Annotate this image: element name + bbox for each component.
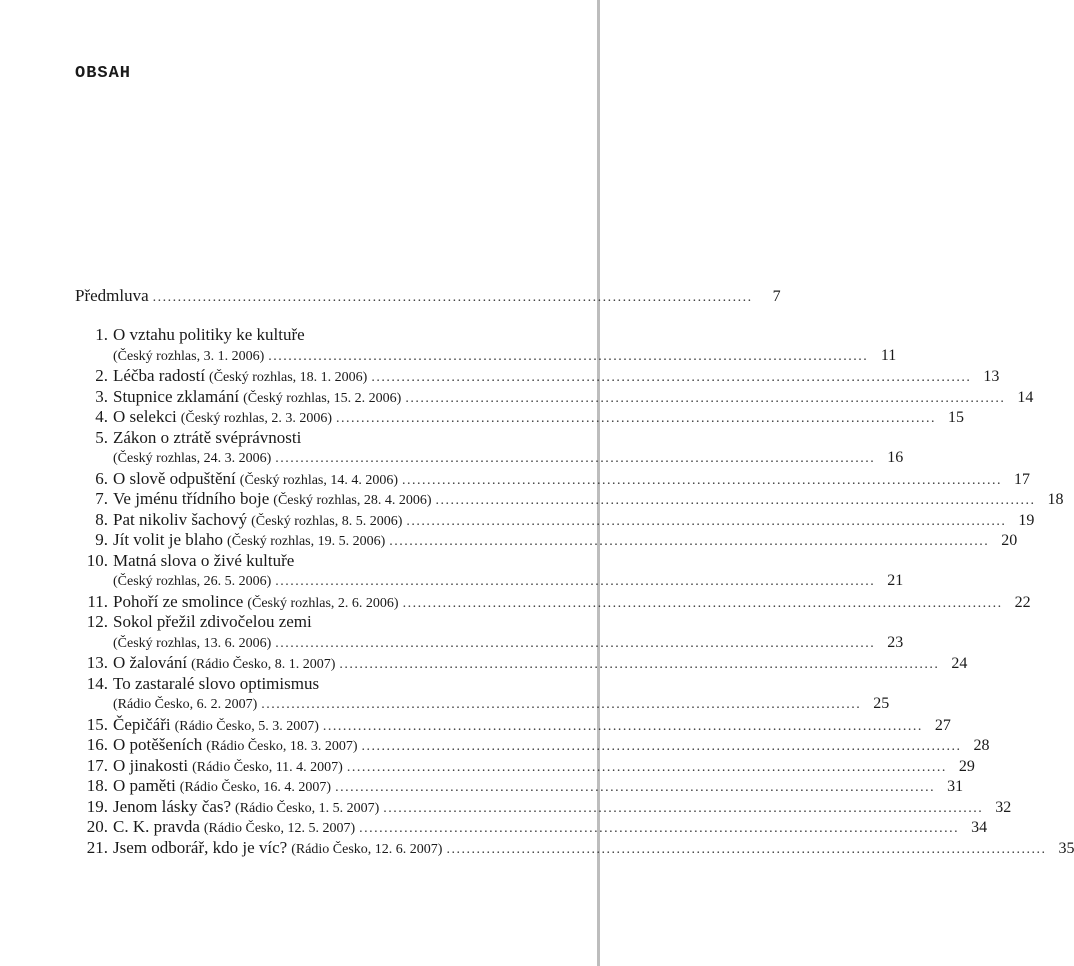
entry-source: (Rádio Česko, 1. 5. 2007) (235, 800, 380, 816)
entry-source: (Rádio Česko, 5. 3. 2007) (174, 718, 319, 734)
page-number: 22 (1014, 593, 1031, 611)
dot-leader: ........................................................................................................................ (371, 370, 972, 385)
dot-leader: ........................................................................................................................ (261, 697, 862, 712)
dot-leader: ........................................................................................................................ (389, 534, 990, 549)
toc-entry (75, 837, 1074, 858)
entry-source: (Rádio Česko, 18. 3. 2007) (206, 739, 358, 754)
toc-entry (75, 776, 964, 796)
entry-number: 19. (86, 796, 108, 816)
entry-title: O potěšeních (113, 735, 203, 754)
dot-leader: ........................................................................................................................ (446, 841, 1047, 857)
dot-leader: ........................................................................................................................ (322, 718, 923, 734)
toc-entry (75, 755, 975, 776)
entry-title: Ve jménu třídního boje (113, 489, 270, 508)
entry-source: (Český rozhlas, 8. 5. 2006) (251, 513, 403, 529)
toc-entry (75, 386, 1034, 407)
dot-leader: ........................................................................................................................ (359, 821, 960, 836)
page-number: 16 (887, 449, 904, 466)
entry-title: Pat nikoliv šachový (113, 509, 248, 529)
page-number: 34 (971, 819, 988, 836)
toc-entry (75, 817, 988, 837)
page-number: 24 (951, 655, 968, 672)
toc-entry (75, 612, 565, 632)
toc-entry (75, 551, 565, 571)
entry-number: 1. (95, 325, 108, 344)
toc-entry (75, 366, 1000, 386)
entry-title: Zákon o ztrátě svéprávnosti (113, 427, 302, 447)
dot-leader: ........................................................................................................................ (346, 759, 947, 775)
entry-number: 14. (86, 673, 108, 693)
entry-source: (Český rozhlas, 2. 3. 2006) (180, 411, 332, 426)
entry-number: 21. (86, 837, 108, 857)
entry-title: O slově odpuštění (113, 468, 236, 488)
page-number: 18 (1047, 491, 1064, 508)
entry-title: Matná slova o živé kultuře (113, 550, 295, 570)
entry-source: (Rádio Česko, 12. 6. 2007) (291, 841, 443, 857)
page-number: 15 (948, 409, 964, 426)
dot-leader: ........................................................................................................................ (406, 513, 1007, 529)
entry-source: (Český rozhlas, 2. 6. 2006) (247, 595, 399, 611)
toc-entry-continuation (75, 571, 904, 591)
entry-source: (Rádio Česko, 8. 1. 2007) (191, 657, 336, 672)
toc-entry (75, 509, 1035, 530)
entry-source: (Český rozhlas, 13. 6. 2006) (113, 635, 272, 651)
dot-leader: ........................................................................................................................ (275, 635, 876, 651)
toc-entry (75, 735, 990, 755)
entry-title: O paměti (113, 776, 176, 795)
page-number: 19 (1018, 511, 1035, 529)
entry-number: 13. (86, 653, 108, 672)
page-number: 28 (973, 737, 990, 754)
toc-entry-continuation (75, 448, 904, 468)
dot-leader: ........................................................................................................................ (339, 657, 940, 672)
entry-title: Čepičáři (113, 714, 171, 734)
dot-leader: ........................................................................................................................ (402, 472, 1003, 488)
entry-title: Předmluva (75, 286, 149, 305)
entry-number: 6. (95, 468, 108, 488)
entry-title: O vztahu politiky ke kultuře (113, 325, 305, 344)
entry-number: 4. (95, 407, 108, 426)
entry-source: (Český rozhlas, 3. 1. 2006) (113, 348, 265, 364)
page-number: 25 (873, 695, 890, 712)
entry-number: 18. (86, 776, 108, 795)
page-number: 35 (1058, 839, 1074, 857)
entry-source: (Český rozhlas, 26. 5. 2006) (113, 574, 272, 589)
page-number: 20 (1001, 532, 1018, 549)
dot-leader: ........................................................................................................................ (152, 290, 753, 305)
entry-number: 11. (87, 591, 108, 611)
dot-leader: ........................................................................................................................ (405, 390, 1006, 406)
page-number: 11 (880, 346, 897, 364)
dot-leader: ........................................................................................................................ (361, 739, 962, 754)
entry-number: 5. (95, 427, 108, 447)
toc-entry (75, 796, 1012, 817)
entry-source: (Český rozhlas, 24. 3. 2006) (113, 451, 272, 466)
entry-title: Stupnice zklamání (113, 386, 240, 406)
entry-number: 7. (95, 489, 108, 508)
dot-leader: ........................................................................................................................ (268, 348, 869, 364)
entry-number: 2. (95, 366, 108, 385)
entry-title: Jsem odborář, kdo je víc? (113, 837, 288, 857)
entry-number: 9. (95, 530, 108, 549)
entry-source: (Rádio Česko, 12. 5. 2007) (203, 821, 356, 836)
toc-entry-continuation (75, 694, 890, 714)
toc-entry (75, 428, 565, 448)
page-title: OBSAH (75, 64, 132, 83)
page-number: 14 (1017, 388, 1034, 406)
entry-source: (Rádio Česko, 6. 2. 2007) (113, 697, 258, 712)
toc-entry (75, 591, 1031, 612)
entry-title: O selekci (113, 407, 177, 426)
toc-entry-continuation (75, 633, 904, 653)
toc-entry (75, 489, 1064, 509)
entry-title: Sokol přežil zdivočelou zemi (113, 612, 312, 631)
page-number: 27 (934, 716, 951, 734)
entry-number: 8. (95, 509, 108, 529)
entry-number: 15. (86, 714, 108, 734)
toc-entry-continuation (75, 346, 897, 366)
entry-source: (Rádio Česko, 11. 4. 2007) (192, 759, 343, 775)
toc-entry (75, 407, 964, 427)
page-number: 21 (887, 572, 904, 589)
toc-entry-preface (75, 286, 781, 306)
entry-title: Pohoří ze smolince (113, 591, 244, 611)
page-number: 31 (947, 778, 964, 795)
entry-source: (Český rozhlas, 19. 5. 2006) (227, 534, 386, 549)
dot-leader: ........................................................................................................................ (275, 451, 876, 466)
toc-entry (75, 653, 968, 673)
dot-leader: ........................................................................................................................ (336, 411, 936, 426)
page-number: 23 (887, 633, 904, 651)
dot-leader: ........................................................................................................................ (402, 595, 1003, 611)
entry-title: C. K. pravda (113, 817, 200, 836)
entry-title: O jinakosti (113, 755, 189, 775)
page-number: 7 (772, 288, 781, 305)
toc-entry (75, 325, 565, 345)
entry-title: Jenom lásky čas? (113, 796, 232, 816)
dot-leader: ........................................................................................................................ (435, 493, 1036, 508)
toc-entry (75, 714, 951, 735)
page-number: 32 (995, 798, 1012, 816)
entry-title: To zastaralé slovo optimismus (113, 673, 320, 693)
entry-number: 10. (86, 550, 108, 570)
entry-number: 20. (86, 817, 108, 836)
dot-leader: ........................................................................................................................ (383, 800, 984, 816)
toc-entry (75, 674, 565, 694)
toc-entry (75, 530, 1018, 550)
entry-number: 3. (95, 386, 108, 406)
page-number: 29 (958, 757, 975, 775)
dot-leader: ........................................................................................................................ (335, 780, 936, 795)
dot-leader: ........................................................................................................................ (275, 574, 876, 589)
entry-source: (Český rozhlas, 15. 2. 2006) (243, 390, 402, 406)
page-number: 17 (1014, 470, 1031, 488)
entry-source: (Rádio Česko, 16. 4. 2007) (179, 780, 332, 795)
page-number: 13 (983, 368, 1000, 385)
entry-title: O žalování (113, 653, 188, 672)
entry-title: Jít volit je blaho (113, 530, 224, 549)
entry-source: (Český rozhlas, 28. 4. 2006) (273, 493, 432, 508)
entry-source: (Český rozhlas, 14. 4. 2006) (239, 472, 399, 488)
toc-entry (75, 468, 1031, 489)
entry-number: 17. (86, 755, 108, 775)
entry-source: (Český rozhlas, 18. 1. 2006) (209, 370, 368, 385)
entry-number: 12. (86, 612, 108, 631)
entry-number: 16. (86, 735, 108, 754)
entry-title: Léčba radostí (113, 366, 206, 385)
